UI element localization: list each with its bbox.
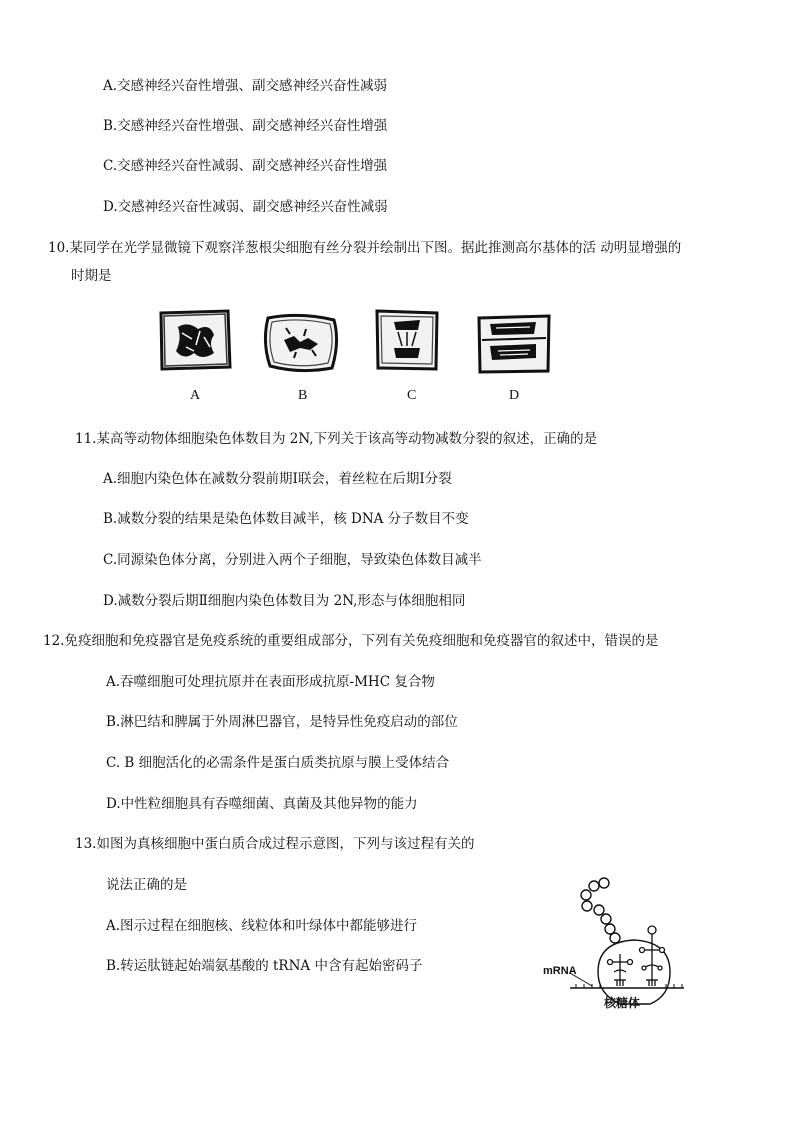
q13-stem-line2: 说法正确的是 (106, 877, 187, 893)
mrna-label: mRNA (543, 965, 577, 977)
q13-option-b: B.转运肽链起始端氨基酸的 tRNA 中含有起始密码子 (106, 958, 423, 974)
q13-option-a: A.图示过程在细胞核、线粒体和叶绿体中都能够进行 (106, 918, 418, 934)
mitosis-cell-a (158, 309, 232, 371)
q12-option-d: D.中性粒细胞具有吞噬细菌、真菌及其他异物的能力 (106, 796, 418, 812)
q11-option-d: D.减数分裂后期Ⅱ细胞内染色体数目为 2N,形态与体细胞相同 (103, 593, 466, 609)
q9-option-a: A.交感神经兴奋性增强、副交感神经兴奋性减弱 (103, 78, 388, 94)
q11-option-c: C.同源染色体分离，分别进入两个子细胞，导致染色体数目减半 (103, 552, 482, 568)
figure-label-c: C (407, 388, 417, 403)
q12-option-b: B.淋巴结和脾属于外周淋巴器官，是特异性免疫启动的部位 (106, 714, 458, 730)
q9-option-c: C.交感神经兴奋性减弱、副交感神经兴奋性增强 (103, 158, 388, 174)
q12-option-c: C. B 细胞活化的必需条件是蛋白质类抗原与膜上受体结合 (106, 755, 450, 771)
figure-label-a: A (190, 388, 201, 403)
q12-stem: 12.免疫细胞和免疫器官是免疫系统的重要组成部分，下列有关免疫细胞和免疫器官的叙述中，错误的是 (43, 633, 659, 649)
mitosis-cell-d (476, 314, 552, 374)
q10-stem-line1: 10.某同学在光学显微镜下观察洋葱根尖细胞有丝分裂并绘制出下图。据此推测高尔基体的活 动明显增强的 (48, 240, 682, 256)
q11-option-a: A.细胞内染色体在减数分裂前期Ⅰ联会，着丝粒在后期Ⅰ分裂 (103, 471, 452, 487)
q12-option-a: A.吞噬细胞可处理抗原并在表面形成抗原-MHC 复合物 (106, 674, 435, 690)
mitosis-cell-b (260, 312, 342, 374)
q10-stem-line2: 时期是 (71, 268, 112, 284)
polypeptide-chain (581, 878, 623, 953)
q9-option-d: D.交感神经兴奋性减弱、副交感神经兴奋性减弱 (103, 199, 388, 215)
q13-stem-line1: 13.如图为真核细胞中蛋白质合成过程示意图，下列与该过程有关的 (75, 836, 475, 852)
ribosome-label: 核糖体 (604, 996, 641, 1010)
q11-option-b: B.减数分裂的结果是染色体数目减半，核 DNA 分子数目不变 (103, 511, 469, 527)
mitosis-cell-c (374, 308, 440, 372)
figure-label-b: B (298, 388, 308, 403)
q9-option-b: B.交感神经兴奋性增强、副交感神经兴奋性增强 (103, 118, 388, 134)
q11-stem: 11.某高等动物体细胞染色体数目为 2N,下列关于该高等动物减数分裂的叙述，正确的是 (75, 431, 598, 447)
figure-label-d: D (509, 388, 520, 403)
